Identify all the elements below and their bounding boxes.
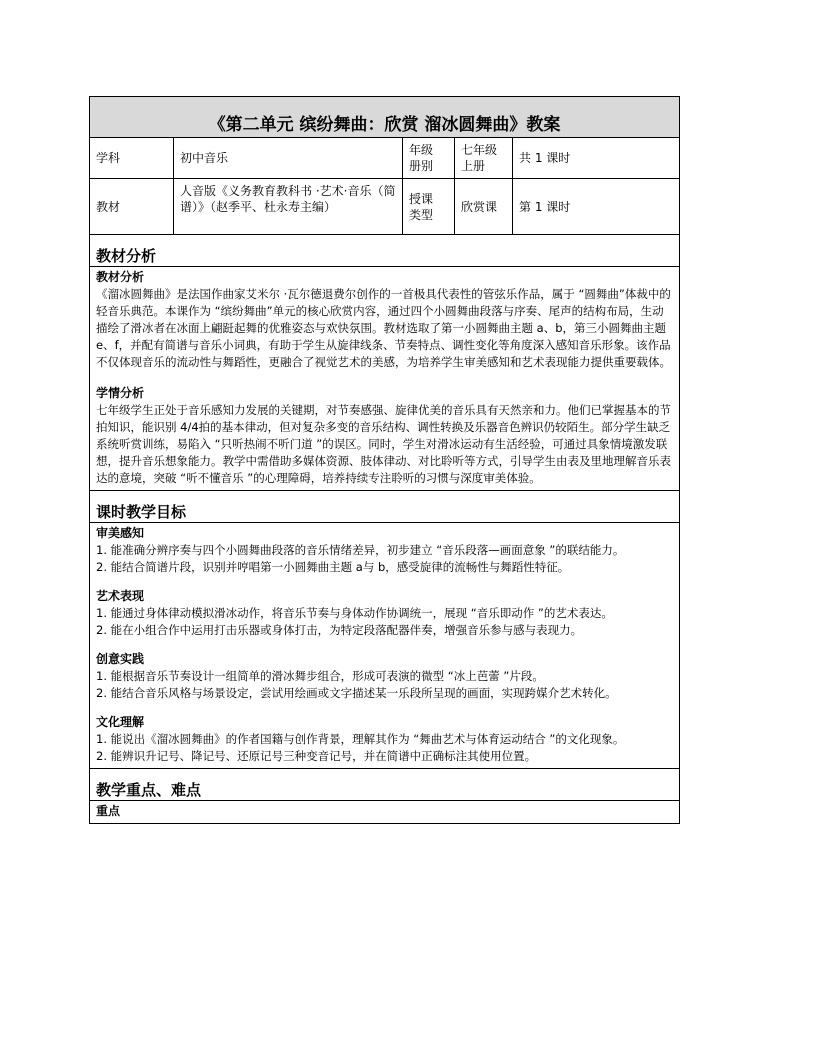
objective-item: 1. 能说出《溜冰圆舞曲》的作者国籍与创作背景，理解其作为 “舞曲艺术与体育运动结合 ”的文化现象。: [96, 732, 625, 746]
lesson-plan-page: [89, 96, 679, 824]
objective-item: 2. 能辨识升记号、降记号、还原记号三种变音记号，并在简谱中正确标注其使用位置。: [96, 749, 537, 763]
type-label: 授课 类型: [403, 179, 455, 235]
key-points-heading: 教学重点、难点: [90, 769, 680, 801]
objectives-body: [90, 523, 680, 769]
objective-group-title: 创意实践: [96, 652, 145, 666]
objective-group-title: 艺术表现: [96, 589, 145, 603]
student-analysis-text: 七年级学生正处于音乐感知力发展的关键期，对节奏感强、旋律优美的音乐具有天然亲和力。他们已掌握基本的节拍知识，能识别 4/4拍的基本律动，但对复杂多变的音乐结构、调性转换及乐器音色辨识仍较陌生。部分学生缺乏系统听赏训练，易陷入 “只听热闹不听门道 ”的误区。同时，学生对滑冰运动有生活经验，可通过具象情境激发联想，提升音乐想象能力。教学中需借助多媒体资源、肢体律动、对比聆听等方式，引导学生由表及里地理解音乐表达的意境，突破 “听不懂音乐 ”的心理障碍，培养持续专注聆听的习惯与深度审美体验。: [96, 403, 671, 485]
current-hour: 第 1 课时: [513, 179, 680, 235]
objective-item: 1. 能通过身体律动模拟滑冰动作，将音乐节奏与身体动作协调统一，展现 “音乐即动作 ”的艺术表达。: [96, 606, 613, 620]
document-title: 《第二单元 缤纷舞曲：欣赏 溜冰圆舞曲》教案: [90, 97, 680, 138]
textbook-analysis-text: 《溜冰圆舞曲》是法国作曲家艾米尔 ·瓦尔德退费尔创作的一首极具代表性的管弦乐作品，属于 “圆舞曲”体裁中的轻音乐典范。本课作为 “缤纷舞曲”单元的核心欣赏内容，通过四个小圆舞曲段落与序奏、尾声的结构布局，生动描绘了滑冰者在冰面上翩跹起舞的优雅姿态与欢快氛围。教材选取了第一小圆舞曲主题 a、b，第三小圆舞曲主题 e、f，并配有简谱与音乐小词典，有助于学生从旋律线条、节奏特点、调性变化等角度深入感知音乐形象。该作品不仅体现音乐的流动性与舞蹈性，更融合了视觉艺术的美感，为培养学生审美感知和艺术表现能力提供重要载体。: [96, 287, 671, 369]
objective-item: 2. 能结合音乐风格与场景设定，尝试用绘画或文字描述某一乐段所呈现的画面，实现跨媒介艺术转化。: [96, 686, 617, 700]
objective-item: 1. 能根据音乐节奏设计一组简单的滑冰舞步组合，形成可表演的微型 “冰上芭蕾 ”片段。: [96, 669, 544, 683]
subject-value: 初中音乐: [174, 138, 403, 179]
objectives-heading: 课时教学目标: [90, 491, 680, 523]
textbook-label: 教材: [90, 179, 174, 235]
key-points-subheading: 重点: [96, 804, 121, 818]
objective-item: 2. 能结合简谱片段，识别并哼唱第一小圆舞曲主题 a与 b，感受旋律的流畅性与舞蹈性特征。: [96, 560, 570, 574]
objective-group-title: 审美感知: [96, 526, 145, 540]
objective-item: 2. 能在小组合作中运用打击乐器或身体打击，为特定段落配器伴奏，增强音乐参与感与表现力。: [96, 623, 583, 637]
subject-label: 学科: [90, 138, 174, 179]
key-points-body: [90, 801, 680, 824]
student-analysis-subheading: 学情分析: [96, 386, 145, 400]
lesson-plan-table: [89, 96, 680, 824]
analysis-body: [90, 267, 680, 491]
total-hours: 共 1 课时: [513, 138, 680, 179]
grade-label: 年级 册别: [403, 138, 455, 179]
objective-group-title: 文化理解: [96, 715, 145, 729]
textbook-value: 人音版《义务教育教科书 ·艺术·音乐（简谱）》（赵季平、杜永寿主编）: [174, 179, 403, 235]
textbook-analysis-subheading: 教材分析: [96, 270, 145, 284]
grade-value: 七年级 上册: [455, 138, 513, 179]
type-value: 欣赏课: [455, 179, 513, 235]
objective-item: 1. 能准确分辨序奏与四个小圆舞曲段落的音乐情绪差异，初步建立 “音乐段落—画面意象 ”的联结能力。: [96, 543, 625, 557]
analysis-heading: 教材分析: [90, 235, 680, 267]
